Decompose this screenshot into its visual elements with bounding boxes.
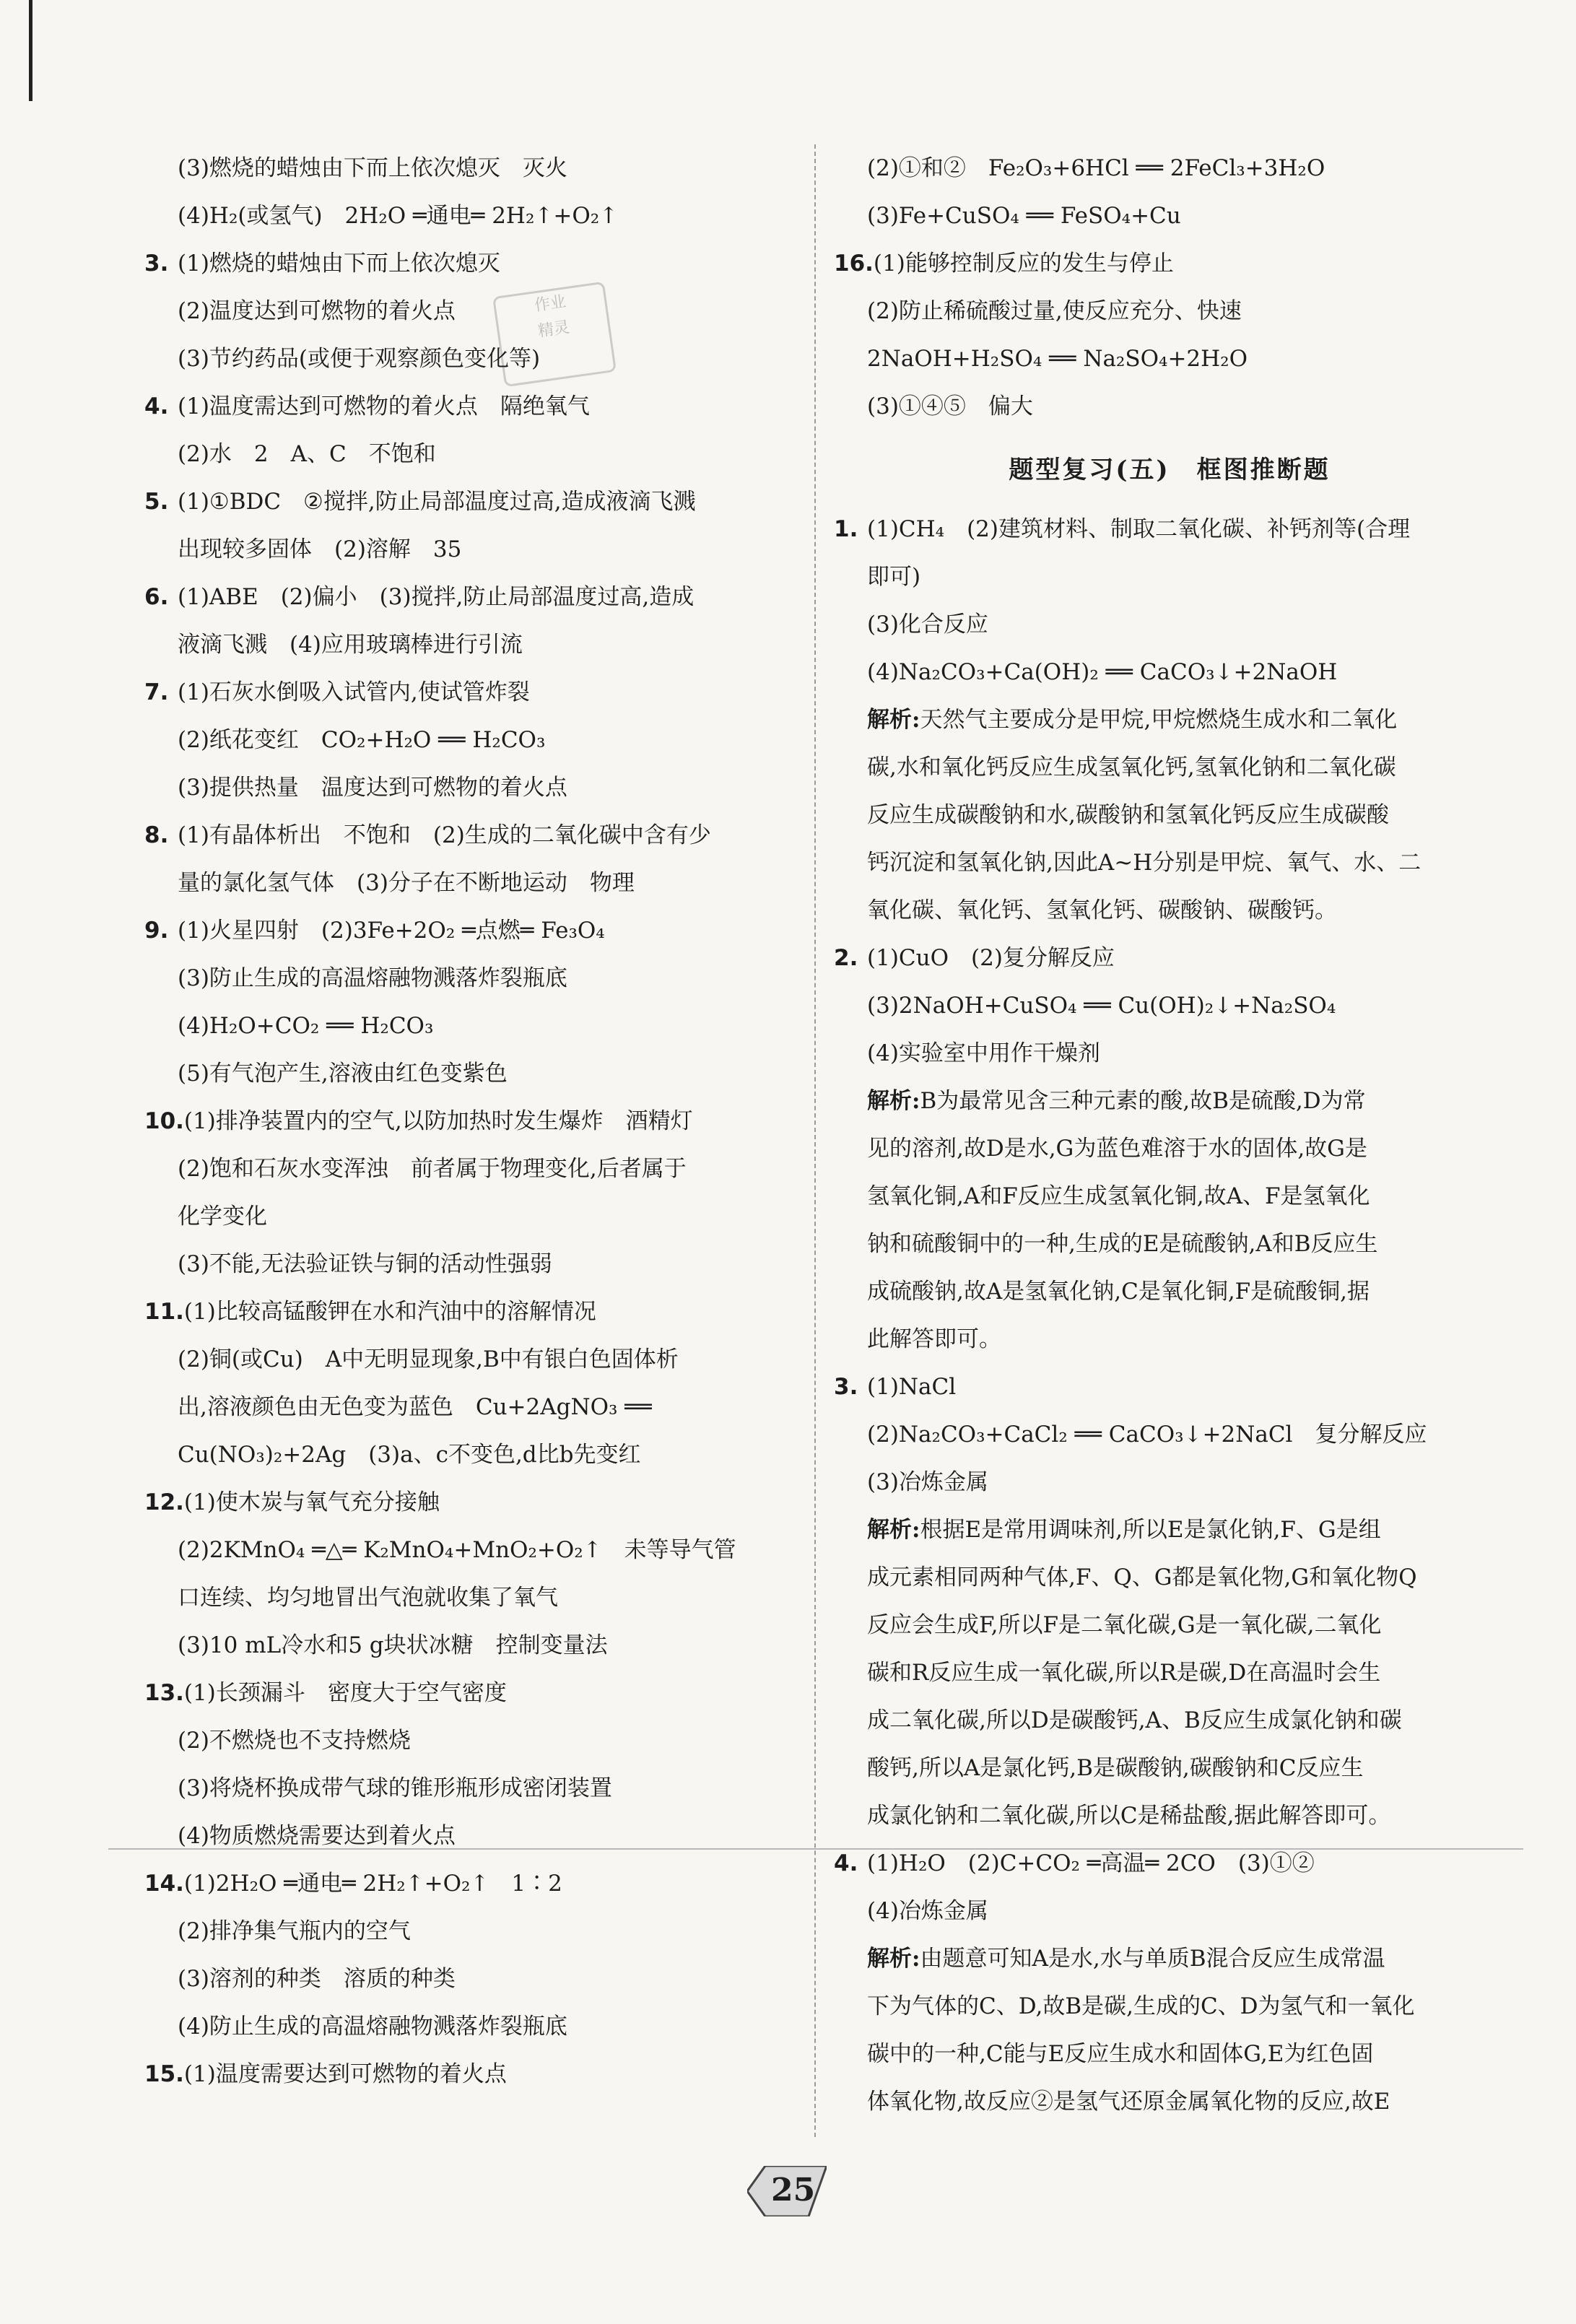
answer-line: [144, 621, 794, 669]
answer-text: (1)NaCl: [867, 1374, 957, 1400]
answer-text: 钠和硫酸铜中的一种,生成的E是硫酸钠,A和B反应生: [867, 1231, 1378, 1257]
answer-line: [144, 573, 794, 621]
answer-text: 下为气体的C、D,故B是碳,生成的C、D为氢气和一氧化: [867, 1993, 1415, 2019]
answer-text: 出,溶液颜色由无色变为蓝色 Cu+2AgNO₃ ══: [178, 1394, 652, 1420]
answer-line: [144, 526, 794, 573]
question-number: 16.: [834, 251, 874, 277]
answer-text: (2)水 2 A、C 不饱和: [178, 441, 436, 467]
question-number: 9.: [144, 918, 169, 944]
question-number: 6.: [144, 584, 169, 610]
section-title: 题型复习(五) 框图推断题: [1009, 456, 1331, 484]
answer-line: [834, 2030, 1505, 2078]
page-number: 25: [771, 2172, 816, 2208]
answer-text: (3)节约药品(或便于观察颜色变化等): [178, 346, 541, 372]
answer-text: 化学变化: [178, 1204, 267, 1230]
answer-line: [144, 764, 794, 811]
answer-text: (4)防止生成的高温熔融物溅落炸裂瓶底: [178, 2014, 567, 2040]
answer-text: (3)Fe+CuSO₄ ══ FeSO₄+Cu: [867, 203, 1181, 229]
answer-line: [834, 934, 1505, 982]
answer-text: (1)火星四射 (2)3Fe+2O₂ ═点燃═ Fe₃O₄: [178, 918, 605, 944]
answer-text: (1)CuO (2)复分解反应: [867, 945, 1115, 971]
answer-line: [834, 505, 1505, 553]
answer-line: [834, 1601, 1505, 1649]
answer-text: (2)①和② Fe₂O₃+6HCl ══ 2FeCl₃+3H₂O: [867, 155, 1325, 181]
question-number: 15.: [144, 2061, 184, 2087]
answer-line: [834, 1268, 1505, 1315]
answer-text: (2)饱和石灰水变浑浊 前者属于物理变化,后者属于: [178, 1156, 687, 1182]
question-number: 14.: [144, 1871, 184, 1897]
answer-line: [144, 1050, 794, 1097]
answer-text: 天然气主要成分是甲烷,甲烷燃烧生成水和二氧化: [920, 707, 1398, 733]
answer-text: 体氧化物,故反应②是氢气还原金属氧化物的反应,故E: [867, 2089, 1390, 2115]
answer-line: [834, 1030, 1505, 1077]
answer-text: (1)有晶体析出 不饱和 (2)生成的二氧化碳中含有少: [178, 822, 711, 848]
answer-line: [144, 2003, 794, 2050]
answer-line: [834, 1554, 1505, 1601]
answer-text: (2)防止稀硫酸过量,使反应充分、快速: [867, 298, 1242, 324]
answer-line: [144, 2050, 794, 2098]
answer-line: [834, 1935, 1505, 1983]
answer-line: [144, 1717, 794, 1764]
answer-line: [144, 1526, 794, 1574]
answer-line: [834, 1411, 1505, 1458]
answer-line: [834, 601, 1505, 648]
answer-text: 2NaOH+H₂SO₄ ══ Na₂SO₄+2H₂O: [867, 346, 1248, 372]
question-number: 5.: [144, 489, 169, 515]
answer-text: 碳和R反应生成一氧化碳,所以R是碳,D在高温时会生: [867, 1660, 1381, 1686]
answer-line: [834, 1983, 1505, 2030]
question-number: 12.: [144, 1489, 184, 1515]
answer-text: B为最常见含三种元素的酸,故B是硫酸,D为常: [920, 1088, 1366, 1114]
answer-line: [144, 1955, 794, 2003]
answer-text: (2)铜(或Cu) A中无明显现象,B中有银白色固体析: [178, 1346, 679, 1372]
answer-line: [144, 859, 794, 907]
answer-text: (3)冶炼金属: [867, 1469, 988, 1495]
answer-line: [144, 383, 794, 430]
answer-text: (1)使木炭与氧气充分接触: [183, 1489, 440, 1515]
answer-line: [144, 144, 794, 192]
answer-text: (4)H₂O+CO₂ ══ H₂CO₃: [178, 1013, 434, 1039]
answer-line: [144, 1431, 794, 1479]
answer-text: (3)化合反应: [867, 612, 988, 637]
stamp-text-line-2: 精灵: [536, 318, 571, 341]
answer-line: [144, 1764, 794, 1812]
answer-line: [144, 811, 794, 859]
answer-line: [144, 907, 794, 954]
answer-line: [144, 1193, 794, 1240]
answer-line: [834, 1172, 1505, 1220]
answer-line: [144, 1288, 794, 1336]
answer-line: [834, 1840, 1505, 1887]
answer-text: 氧化碳、氧化钙、氢氧化钙、碳酸钠、碳酸钙。: [867, 897, 1337, 923]
answer-line: [144, 1336, 794, 1383]
answer-text: (1)排净装置内的空气,以防加热时发生爆炸 酒精灯: [183, 1108, 693, 1134]
answer-text: (1)H₂O (2)C+CO₂ ═高温═ 2CO (3)①②: [867, 1850, 1315, 1876]
question-number: 7.: [144, 679, 169, 705]
answer-text: (3)燃烧的蜡烛由下而上依次熄灭 灭火: [178, 155, 567, 181]
answer-text: (2)不燃烧也不支持燃烧: [178, 1728, 411, 1754]
answer-text: 根据E是常用调味剂,所以E是氯化钠,F、G是组: [920, 1517, 1381, 1543]
answer-text: 量的氯化氢气体 (3)分子在不断地运动 物理: [178, 870, 635, 896]
answer-line: [834, 696, 1505, 744]
answer-line: [144, 1860, 794, 1907]
answer-text: (1)燃烧的蜡烛由下而上依次熄灭: [178, 251, 500, 277]
right-top-answers: [834, 144, 1505, 430]
answer-text: (1)长颈漏斗 密度大于空气密度: [183, 1680, 507, 1706]
analysis-label: 解析:: [867, 1946, 920, 1972]
answer-line: [144, 430, 794, 478]
answer-text: (3)防止生成的高温熔融物溅落炸裂瓶底: [178, 965, 567, 991]
answer-text: 酸钙,所以A是氯化钙,B是碳酸钠,碳酸钠和C反应生: [867, 1755, 1364, 1781]
question-number: 10.: [144, 1108, 184, 1134]
answer-text: 见的溶剂,故D是水,G为蓝色难溶于水的固体,故G是: [867, 1136, 1367, 1162]
left-column: [144, 144, 794, 2098]
answer-text: (3)2NaOH+CuSO₄ ══ Cu(OH)₂↓+Na₂SO₄: [867, 993, 1336, 1019]
answer-line: [834, 648, 1505, 696]
answer-line: [144, 1145, 794, 1193]
answer-text: 口连续、均匀地冒出气泡就收集了氧气: [178, 1585, 558, 1611]
answer-line: [834, 553, 1505, 601]
answer-line: [144, 1383, 794, 1431]
right-bottom-answers: [834, 505, 1505, 2125]
answer-text: (5)有气泡产生,溶液由红色变紫色: [178, 1061, 508, 1087]
answer-text: (1)温度需达到可燃物的着火点 隔绝氧气: [178, 393, 590, 419]
answer-line: [144, 478, 794, 526]
answer-line: [834, 1315, 1505, 1363]
answer-text: (4)Na₂CO₃+Ca(OH)₂ ══ CaCO₃↓+2NaOH: [867, 659, 1338, 685]
answer-line: [144, 287, 794, 335]
answer-text: (3)10 mL冷水和5 g块状冰糖 控制变量法: [178, 1632, 608, 1658]
answer-line: [834, 1125, 1505, 1172]
answer-line: [834, 1506, 1505, 1554]
answer-text: 此解答即可。: [867, 1326, 1001, 1352]
answer-line: [144, 1097, 794, 1145]
answer-text: 钙沉淀和氢氧化钠,因此A~H分别是甲烷、氧气、水、二: [867, 850, 1422, 876]
answer-text: (3)不能,无法验证铁与铜的活动性强弱: [178, 1251, 552, 1277]
question-number: 11.: [144, 1299, 184, 1325]
answer-text: (3)溶剂的种类 溶质的种类: [178, 1966, 456, 1992]
answer-line: [834, 1792, 1505, 1840]
answer-text: (1)2H₂O ═通电═ 2H₂↑+O₂↑ 1∶2: [183, 1871, 562, 1897]
answer-text: (1)①BDC ②搅拌,防止局部温度过高,造成液滴飞溅: [178, 489, 696, 515]
analysis-label: 解析:: [867, 1088, 920, 1114]
answer-line: [144, 954, 794, 1002]
right-column: [834, 144, 1505, 2125]
answer-text: 反应生成碳酸钠和水,碳酸钠和氢氧化钙反应生成碳酸: [867, 802, 1389, 828]
answer-text: Cu(NO₃)₂+2Ag (3)a、c不变色,d比b先变红: [178, 1442, 641, 1468]
answer-line: [144, 1479, 794, 1526]
answer-line: [144, 669, 794, 716]
stamp-text-line-1: 作业: [533, 292, 567, 315]
analysis-label: 解析:: [867, 707, 920, 733]
answer-text: (1)石灰水倒吸入试管内,使试管炸裂: [178, 679, 530, 705]
answer-text: (4)H₂(或氢气) 2H₂O ═通电═ 2H₂↑+O₂↑: [178, 203, 619, 229]
answer-text: 成氯化钠和二氧化碳,所以C是稀盐酸,据此解答即可。: [867, 1803, 1391, 1829]
answer-line: [834, 791, 1505, 839]
answer-line: [144, 1622, 794, 1669]
answer-line: [834, 192, 1505, 240]
question-number: 4.: [144, 393, 169, 419]
answer-line: [834, 744, 1505, 791]
answer-text: 由题意可知A是水,水与单质B混合反应生成常温: [920, 1946, 1385, 1972]
answer-line: [834, 1220, 1505, 1268]
answer-line: [144, 335, 794, 383]
answer-text: (2)2KMnO₄ ═△═ K₂MnO₄+MnO₂+O₂↑ 未等导气管: [178, 1537, 736, 1563]
answer-line: [834, 1744, 1505, 1792]
answer-text: 出现较多固体 (2)溶解 35: [178, 536, 462, 562]
answer-line: [834, 335, 1505, 383]
answer-line: [834, 240, 1505, 287]
answer-text: (4)冶炼金属: [867, 1898, 988, 1924]
answer-text: 即可): [867, 564, 921, 590]
answer-text: (4)物质燃烧需要达到着火点: [178, 1823, 456, 1849]
answer-text: 氢氧化铜,A和F反应生成氢氧化铜,故A、F是氢氧化: [867, 1183, 1370, 1209]
column-divider: [814, 144, 816, 2137]
question-number: 4.: [834, 1850, 858, 1876]
answer-text: (1)比较高锰酸钾在水和汽油中的溶解情况: [183, 1299, 596, 1325]
analysis-label: 解析:: [867, 1517, 920, 1543]
answer-line: [834, 287, 1505, 335]
answer-line: [144, 1574, 794, 1622]
answer-text: (3)将烧杯换成带气球的锥形瓶形成密闭装置: [178, 1775, 612, 1801]
answer-line: [834, 1887, 1505, 1935]
answer-line: [834, 1697, 1505, 1744]
answer-line: [144, 192, 794, 240]
answer-line: [834, 982, 1505, 1030]
answer-line: [834, 1363, 1505, 1411]
answer-line: [834, 2078, 1505, 2125]
answer-text: 成硫酸钠,故A是氢氧化钠,C是氧化铜,F是硫酸铜,据: [867, 1279, 1370, 1305]
answer-line: [144, 240, 794, 287]
answer-line: [834, 839, 1505, 887]
answer-text: 成元素相同两种气体,F、Q、G都是氧化物,G和氧化物Q: [867, 1564, 1417, 1590]
question-number: 3.: [144, 251, 169, 277]
answer-line: [144, 716, 794, 764]
answer-text: 反应会生成F,所以F是二氧化碳,G是一氧化碳,二氧化: [867, 1612, 1382, 1638]
answer-line: [144, 1812, 794, 1860]
answer-text: (2)排净集气瓶内的空气: [178, 1918, 411, 1944]
answer-text: (1)温度需要达到可燃物的着火点: [183, 2061, 507, 2087]
answer-text: 碳中的一种,C能与E反应生成水和固体G,E为红色固: [867, 2041, 1374, 2067]
answer-text: (1)能够控制反应的发生与停止: [873, 251, 1174, 277]
question-number: 1.: [834, 516, 858, 542]
answer-text: (1)CH₄ (2)建筑材料、制取二氧化碳、补钙剂等(合理: [867, 516, 1411, 542]
answer-line: [834, 1458, 1505, 1506]
answer-line: [834, 1649, 1505, 1697]
answer-text: (3)①④⑤ 偏大: [867, 393, 1033, 419]
answer-text: 液滴飞溅 (4)应用玻璃棒进行引流: [178, 632, 523, 658]
answer-text: (2)纸花变红 CO₂+H₂O ══ H₂CO₃: [178, 727, 546, 753]
answer-text: (4)实验室中用作干燥剂: [867, 1040, 1100, 1066]
question-number: 3.: [834, 1374, 858, 1400]
answer-line: [144, 1002, 794, 1050]
answer-line: [144, 1907, 794, 1955]
answer-line: [834, 383, 1505, 430]
answer-line: [834, 1077, 1505, 1125]
answer-line: [834, 887, 1505, 934]
answer-line: [834, 144, 1505, 192]
binding-edge: [29, 0, 32, 101]
answer-text: 成二氧化碳,所以D是碳酸钙,A、B反应生成氯化钠和碳: [867, 1707, 1402, 1733]
answer-text: (3)提供热量 温度达到可燃物的着火点: [178, 775, 567, 801]
question-number: 2.: [834, 945, 858, 971]
question-number: 8.: [144, 822, 169, 848]
answer-text: 碳,水和氧化钙反应生成氢氧化钙,氢氧化钠和二氧化碳: [867, 754, 1396, 780]
answer-line: [144, 1240, 794, 1288]
answer-text: (2)Na₂CO₃+CaCl₂ ══ CaCO₃↓+2NaCl 复分解反应: [867, 1422, 1427, 1448]
answer-text: (2)温度达到可燃物的着火点: [178, 298, 456, 324]
question-number: 13.: [144, 1680, 184, 1706]
answer-text: (1)ABE (2)偏小 (3)搅拌,防止局部温度过高,造成: [178, 584, 695, 610]
answer-line: [144, 1669, 794, 1717]
